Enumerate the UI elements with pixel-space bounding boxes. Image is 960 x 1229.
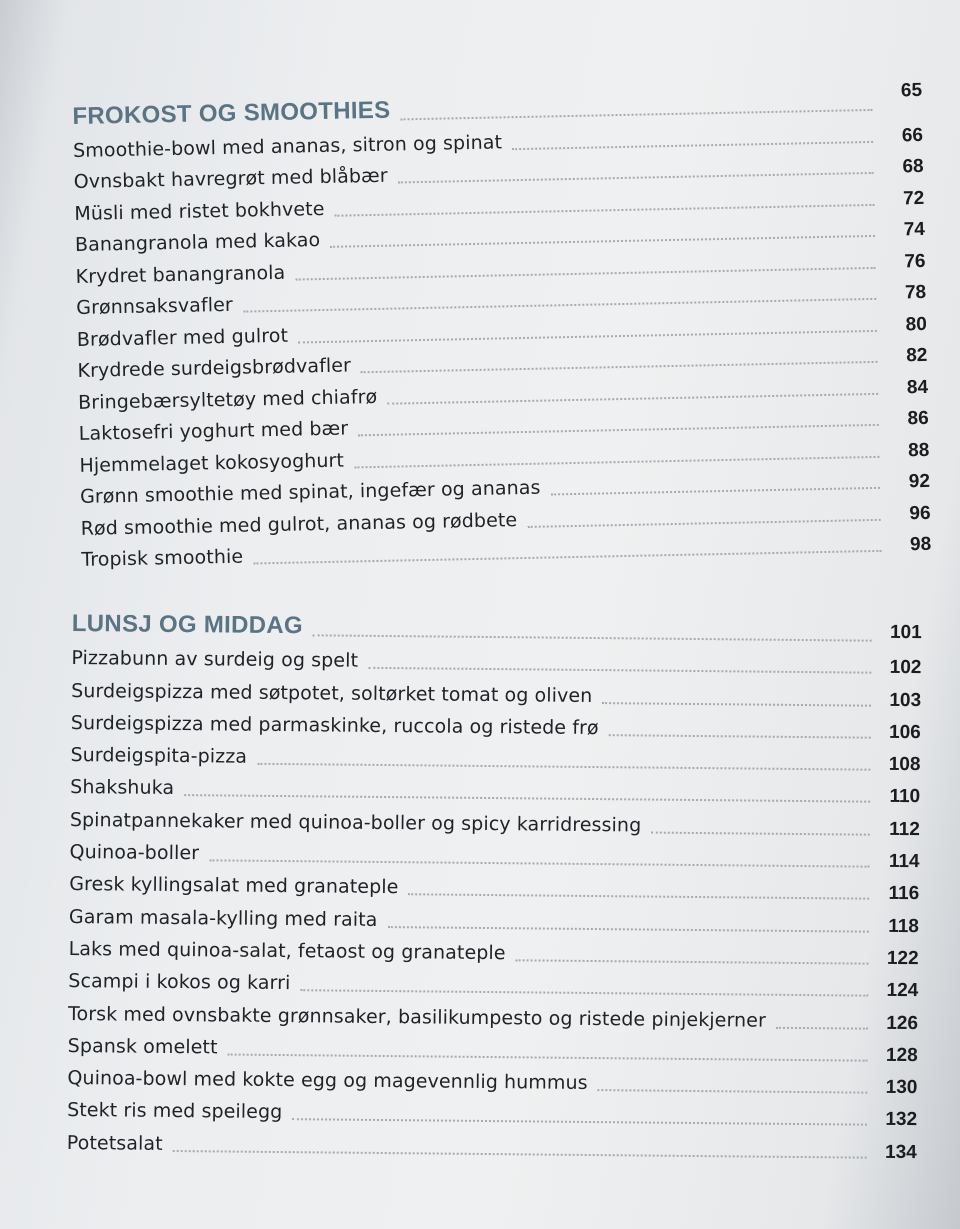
entry-title: Brødvafler med gulrot <box>76 324 289 351</box>
entry-title: Pizzabunn av surdeig og spelt <box>71 647 359 673</box>
entry-page-number: 116 <box>888 883 920 905</box>
toc-entry <box>67 1124 917 1164</box>
toc-section-frokost <box>72 78 931 574</box>
entry-page-number: 102 <box>889 657 922 679</box>
entry-page-number: 92 <box>908 470 931 493</box>
section-page-number: 65 <box>900 79 923 102</box>
entry-title: Grønn smoothie med spinat, ingefær og ananas <box>79 476 541 508</box>
dot-leader <box>184 795 870 804</box>
dot-leader <box>257 763 870 771</box>
dot-leader <box>609 734 871 739</box>
entry-title: Bringebærsyltetøy med chiafrø <box>77 385 378 414</box>
dot-leader <box>387 926 868 933</box>
entry-title: Tropisk smoothie <box>81 545 244 571</box>
dot-leader <box>313 634 872 641</box>
entry-title: Krydrede surdeigsbrødvafler <box>77 354 352 382</box>
dot-leader <box>209 859 869 867</box>
entry-title: Rød smoothie med gulrot, ananas og rødbete <box>80 508 518 540</box>
entry-title: Surdeigspizza med søtpotet, soltørket tomat og oliven <box>71 679 593 707</box>
entry-page-number: 78 <box>904 281 927 304</box>
entry-page-number: 66 <box>901 124 924 146</box>
toc-section-lunsj <box>67 602 922 1165</box>
entry-title: Banangranola med kakao <box>74 229 321 256</box>
section-heading-row <box>72 602 922 648</box>
dot-leader <box>173 1150 867 1159</box>
entry-page-number: 118 <box>888 915 920 937</box>
dot-leader <box>408 894 869 900</box>
entry-title: Smoothie-bowl med ananas, sitron og spinat <box>72 130 503 162</box>
dot-leader <box>300 989 868 996</box>
dot-leader <box>527 518 880 527</box>
entry-page-number: 110 <box>889 786 921 808</box>
dot-leader <box>253 550 881 565</box>
entry-title: Quinoa-boller <box>69 841 200 865</box>
entry-title: Laks med quinoa-salat, fetaost og granateple <box>68 937 506 965</box>
dot-leader <box>776 1026 868 1029</box>
entry-page-number: 84 <box>906 376 929 398</box>
entry-page-number: 103 <box>889 689 922 711</box>
dot-leader <box>292 1119 867 1127</box>
entry-title: Ovnsbakt havregrøt med blåbær <box>73 164 388 193</box>
entry-title: Grønnsaksvafler <box>76 293 234 319</box>
entry-page-number: 132 <box>885 1109 918 1131</box>
entry-title: Spansk omelett <box>67 1034 218 1059</box>
entry-page-number: 96 <box>909 502 931 524</box>
entry-title: Quinoa-bowl med kokte egg og magevennlig hummus <box>67 1067 588 1095</box>
entry-title: Laktosefri yoghurt med bær <box>78 417 349 445</box>
entry-page-number: 106 <box>888 721 921 744</box>
entry-page-number: 86 <box>907 407 929 430</box>
entry-page-number: 128 <box>885 1044 918 1066</box>
section-page-number: 101 <box>889 621 922 644</box>
entry-page-number: 114 <box>888 850 920 873</box>
dot-leader <box>598 1089 868 1094</box>
entry-page-number: 72 <box>902 187 925 209</box>
entry-page-number: 126 <box>886 1012 919 1034</box>
entry-page-number: 134 <box>884 1141 917 1163</box>
entry-title: Shakshuka <box>70 776 175 800</box>
entry-title: Stekt ris med speilegg <box>67 1099 283 1124</box>
entry-page-number: 82 <box>906 344 928 367</box>
entry-page-number: 112 <box>889 818 920 840</box>
entry-page-number: 124 <box>886 980 919 1002</box>
entry-page-number: 80 <box>905 313 927 335</box>
entry-title: Garam masala-kylling med raita <box>68 905 378 931</box>
entry-title: Müsli med ristet bokhvete <box>74 197 325 225</box>
section-heading: FROKOST OG SMOOTHIES <box>72 96 391 130</box>
entry-page-number: 76 <box>904 250 926 272</box>
dot-leader <box>551 487 880 496</box>
entry-page-number: 68 <box>902 155 924 178</box>
dot-leader <box>512 140 873 149</box>
entry-page-number: 130 <box>885 1076 918 1099</box>
entry-title: Surdeigspita-pizza <box>70 744 248 768</box>
entry-page-number: 122 <box>886 947 919 970</box>
dot-leader <box>516 959 869 964</box>
entry-title: Potetsalat <box>66 1131 163 1155</box>
entry-title: Krydret banangranola <box>75 261 286 288</box>
entry-title: Gresk kyllingsalat med granateple <box>69 873 399 899</box>
entry-title: Surdeigspizza med parmaskinke, ruccola og ristede frø <box>70 711 599 739</box>
dot-leader <box>651 831 870 835</box>
entry-page-number: 74 <box>903 218 926 241</box>
entry-title: Hjemmelaget kokosyoghurt <box>79 449 345 477</box>
entry-page-number: 108 <box>888 754 921 776</box>
section-heading: LUNSJ OG MIDDAG <box>71 609 304 640</box>
entry-title: Torsk med ovnsbakte grønnsaker, basilikumpesto og ristede pinjekjerner <box>67 1002 767 1032</box>
dot-leader <box>602 702 871 707</box>
entry-page-number: 98 <box>909 533 932 556</box>
dot-leader <box>227 1053 867 1061</box>
entry-page-number: 88 <box>907 439 930 461</box>
entry-title: Scampi i kokos og karri <box>68 970 291 995</box>
dot-leader <box>368 667 871 674</box>
entry-title: Spinatpannekaker med quinoa-boller og spicy karridressing <box>69 808 642 837</box>
